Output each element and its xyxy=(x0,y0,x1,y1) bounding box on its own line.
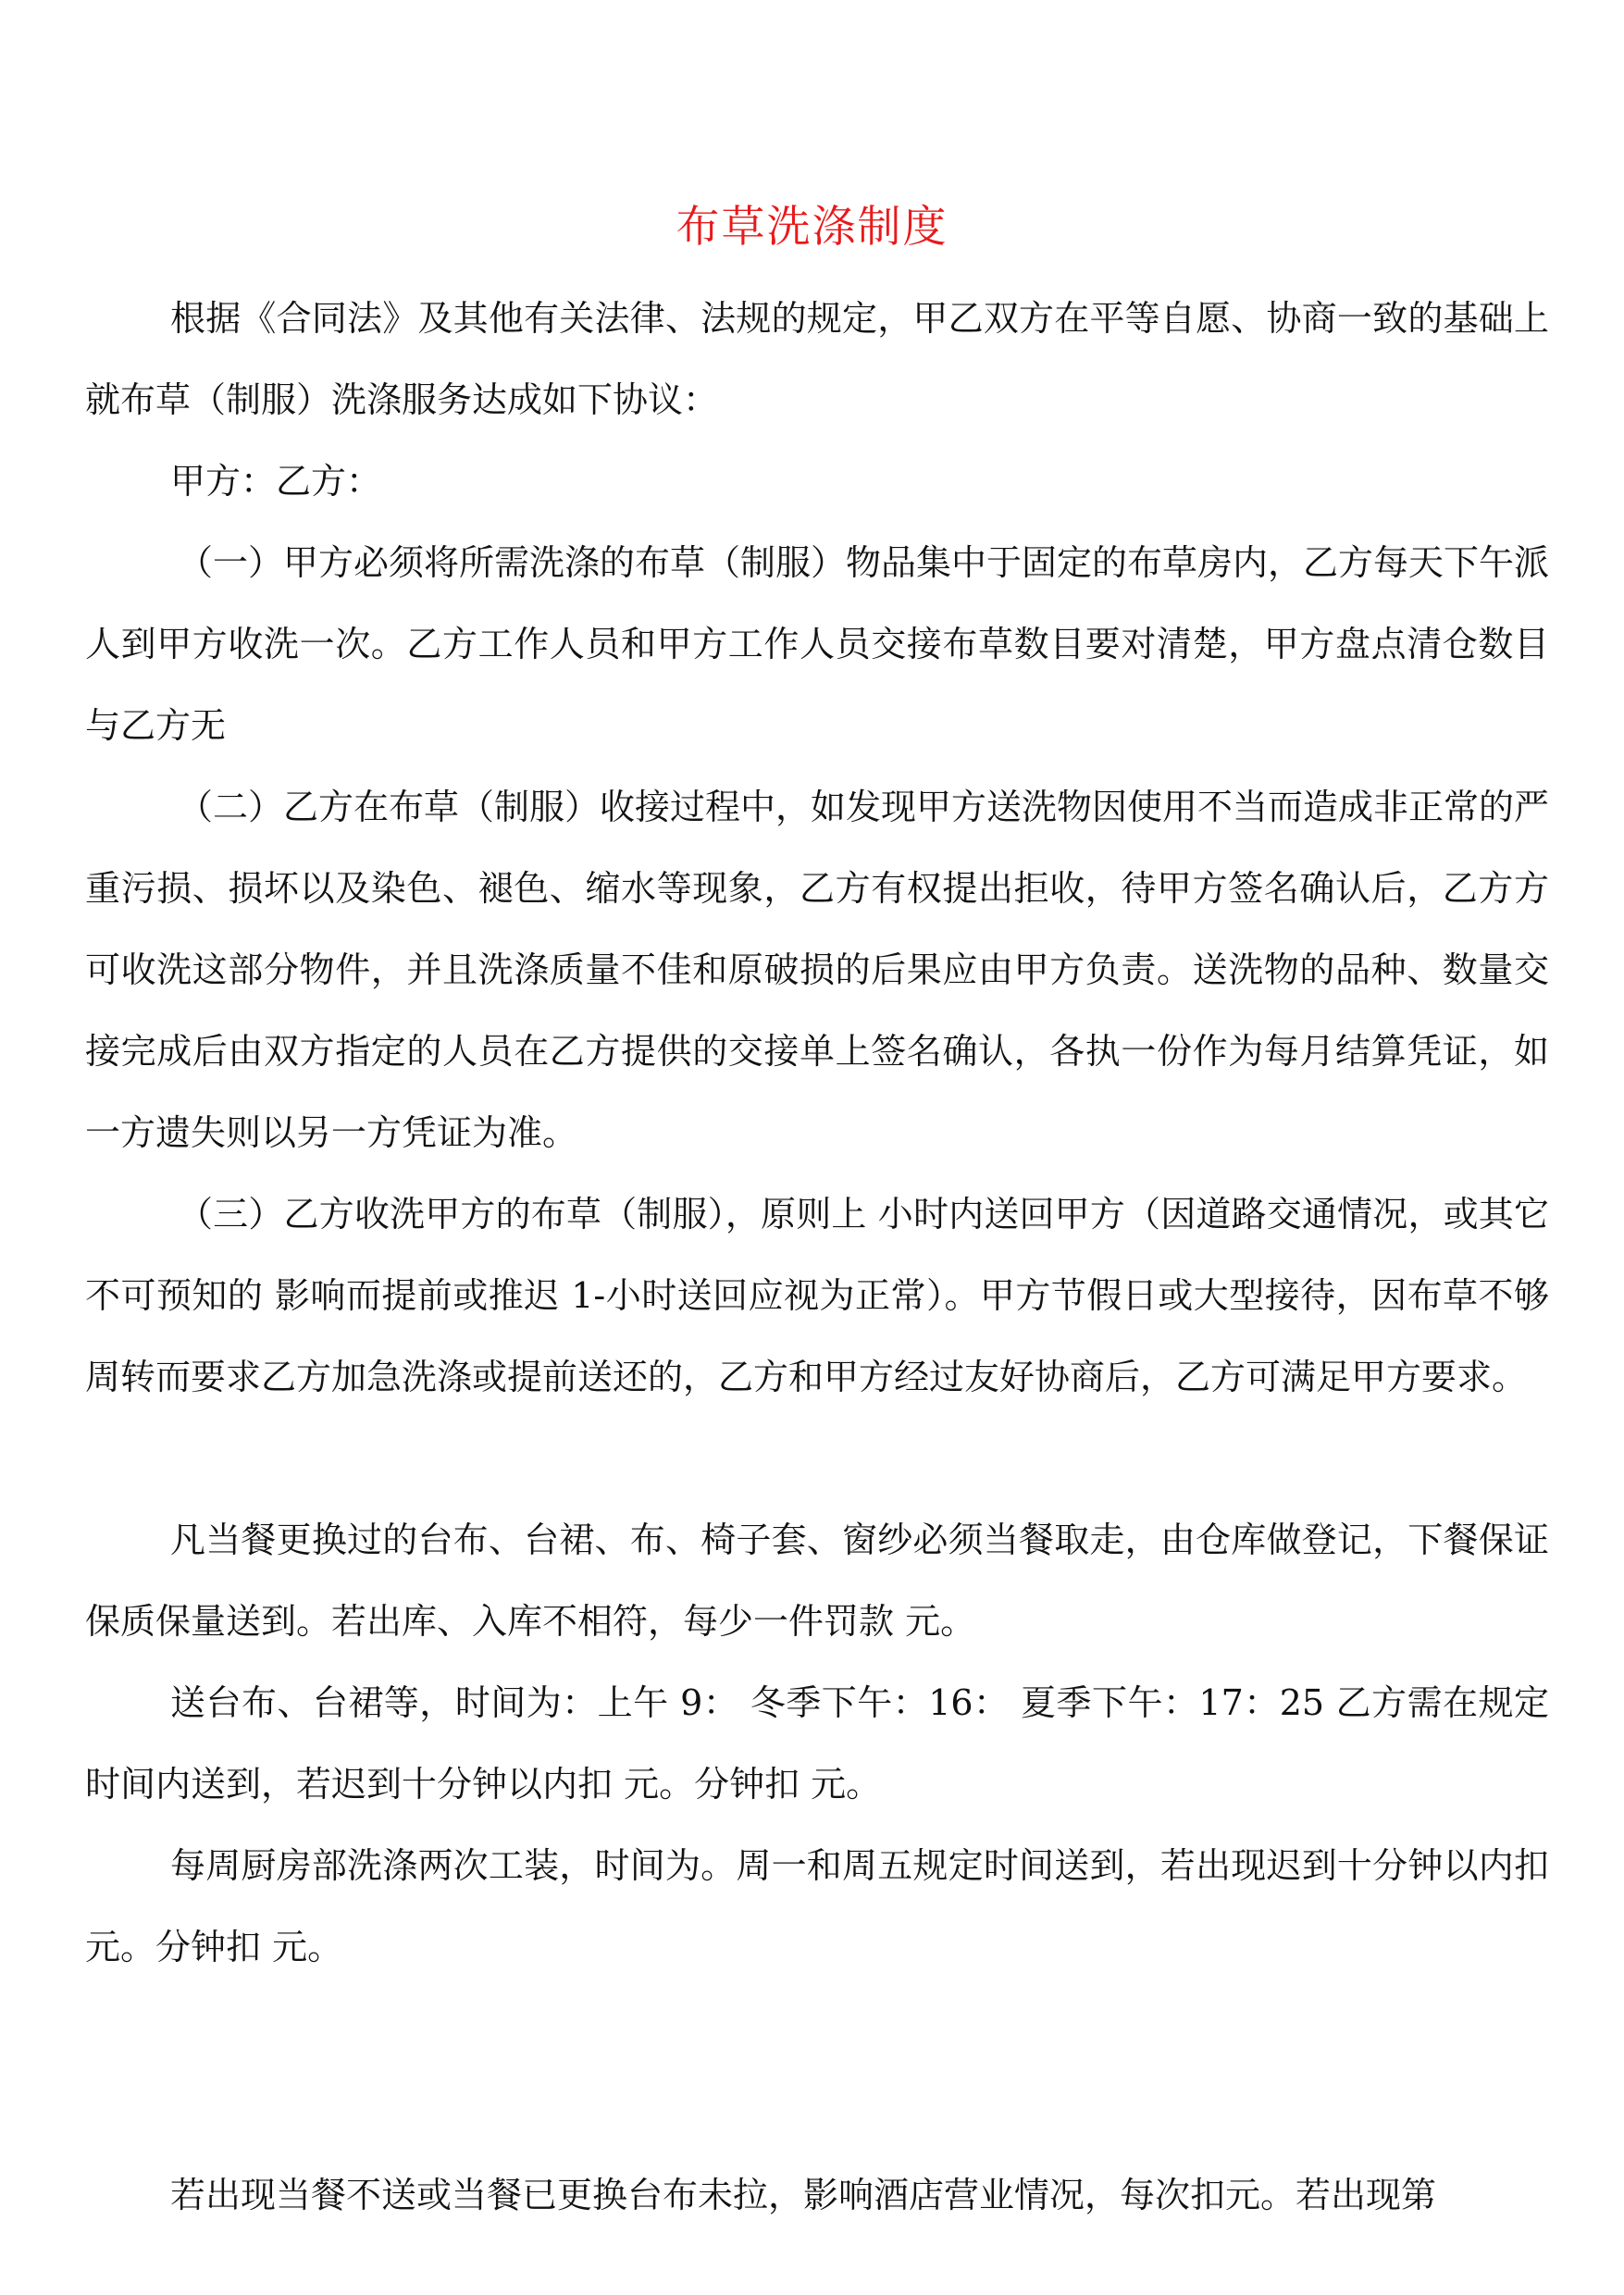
paragraph-clause-3: （三）乙方收洗甲方的布草（制服），原则上 小时内送回甲方（因道路交通情况，或其它不可预知的 影响而提前或推迟 1-小时送回应视为正常）。甲方节假日或大型接待，因布草不够周转而要求乙方加急洗涤或提前送还的，乙方和甲方经过友好协商后，乙方可满足甲方要求。 xyxy=(85,1194,1549,1397)
paragraph-kitchen-uniforms: 每周厨房部洗涤两次工装，时间为。周一和周五规定时间送到，若出现迟到十分钟以内扣 元。分钟扣 元。 xyxy=(85,1845,1549,1967)
paragraph-clause-2: （二）乙方在布草（制服）收接过程中，如发现甲方送洗物因使用不当而造成非正常的严重污损、损坏以及染色、褪色、缩水等现象，乙方有权提出拒收，待甲方签名确认后，乙方方可收洗这部分物件，并且洗涤质量不佳和原破损的后果应由甲方负责。送洗物的品种、数量交接完成后由双方指定的人员在乙方提供的交接单上签名确认，各执一份作为每月结算凭证，如一方遗失则以另一方凭证为准。 xyxy=(85,787,1550,1153)
document-title: 布草洗涤制度 xyxy=(676,202,948,253)
paragraph-tablecloth-collection: 凡当餐更换过的台布、台裙、布、椅子套、窗纱必须当餐取走，由仓库做登记，下餐保证保质保量送到。若出库、入库不相符，每少一件罚款 元。 xyxy=(85,1520,1549,1642)
paragraph-preamble: 根据《合同法》及其他有关法律、法规的规定，甲乙双方在平等自愿、协商一致的基础上就布草（制服）洗涤服务达成如下协议： xyxy=(85,298,1549,420)
paragraph-clause-1: （一）甲方必须将所需洗涤的布草（制服）物品集中于固定的布草房内，乙方每天下午派人到甲方收洗一次。乙方工作人员和甲方工作人员交接布草数目要对清楚，甲方盘点清仓数目与乙方无 xyxy=(85,542,1550,746)
paragraph-parties: 甲方：乙方： xyxy=(170,461,382,502)
paragraph-penalty: 若出现当餐不送或当餐已更换台布未拉，影响酒店营业情况，每次扣元。若出现第 xyxy=(170,2175,1437,2215)
paragraph-delivery-times: 送台布、台裙等，时间为：上午 9： 冬季下午：16： 夏季下午：17：25 乙方需在规定时间内送到，若迟到十分钟以内扣 元。分钟扣 元。 xyxy=(85,1682,1549,1805)
